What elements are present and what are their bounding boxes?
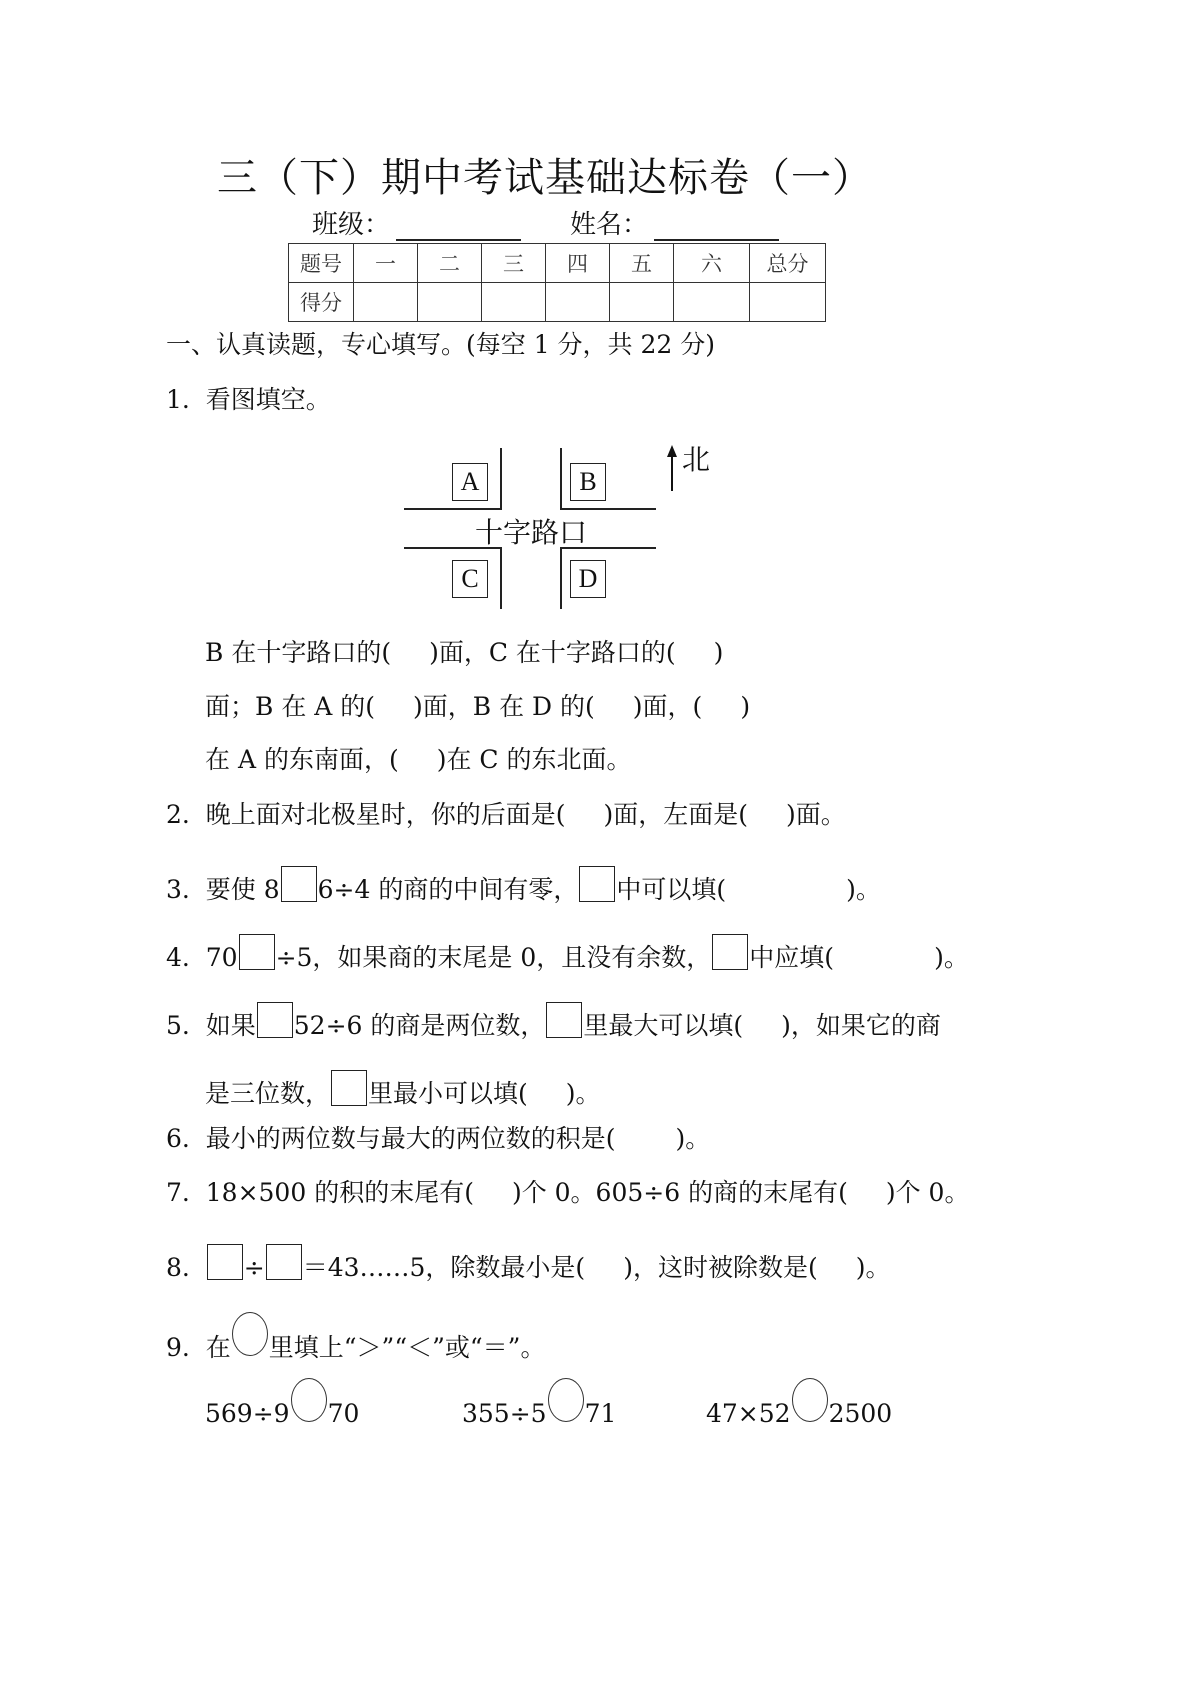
divisor-box[interactable] (266, 1244, 302, 1280)
road-edge (560, 547, 562, 609)
column-header: 六 (674, 244, 750, 283)
question-number: 4. (166, 943, 190, 972)
score-cell[interactable] (610, 283, 674, 322)
road-edge (500, 448, 502, 510)
road-edge (404, 508, 502, 510)
text: 18×500 的积的末尾有( (205, 1178, 474, 1207)
name-field (570, 204, 779, 241)
text: )面，左面是( (603, 800, 749, 829)
digit-box[interactable] (239, 934, 275, 970)
digit-box-icon (579, 866, 615, 902)
text: 中应填( (749, 943, 835, 972)
class-field (312, 204, 521, 241)
class-label: 班级： (312, 210, 391, 240)
text: )面，( (632, 692, 703, 721)
question-number: 9. (166, 1333, 190, 1362)
text: 中可以填( (616, 875, 727, 904)
question-9 (166, 1312, 545, 1363)
expression-right: 70 (327, 1399, 360, 1428)
text: )。 (855, 1253, 891, 1282)
question-number: 2. (166, 800, 190, 829)
digit-box[interactable] (281, 866, 317, 902)
expression-right: 2500 (828, 1399, 893, 1428)
compare-circle[interactable] (291, 1378, 327, 1422)
name-label: 姓名： (570, 210, 649, 240)
compare-item-1 (205, 1378, 359, 1429)
lot-d: D (570, 560, 606, 598)
score-cell[interactable] (750, 283, 826, 322)
question-text: 看图填空。 (205, 385, 331, 414)
text: 里最小可以填( (368, 1079, 528, 1108)
lot-b: B (570, 463, 606, 501)
text: )面。 (786, 800, 846, 829)
question-number: 5. (166, 1011, 190, 1040)
score-table (288, 243, 826, 322)
question-6 (166, 1124, 710, 1154)
lot-a: A (452, 463, 488, 501)
question-1-line-1 (205, 638, 723, 668)
question-number: 6. (166, 1124, 190, 1153)
text: 晚上面对北极星时，你的后面是( (205, 800, 566, 829)
dividend-box[interactable] (207, 1244, 243, 1280)
text: 要使 8 (205, 875, 280, 904)
digit-box-icon (331, 1070, 367, 1106)
road-edge (560, 508, 656, 510)
text: 里最大可以填( (583, 1011, 744, 1040)
text: 是三位数， (205, 1079, 331, 1108)
text: B 在十字路口的( (205, 638, 392, 667)
compare-item-2 (462, 1378, 616, 1429)
text: 里填上“＞”“＜”或“＝”。 (268, 1333, 546, 1362)
expression-left: 569÷9 (205, 1399, 290, 1428)
class-blank[interactable] (396, 213, 521, 241)
text: )。 (675, 1124, 711, 1153)
text: )。 (934, 943, 969, 972)
text: 面；B 在 A 的( (205, 692, 376, 721)
column-header: 一 (354, 244, 418, 283)
question-3 (166, 866, 881, 905)
question-2 (166, 800, 846, 830)
question-1-line-2 (205, 692, 750, 722)
section-heading: 一、认真读题，专心填写。(每空 1 分，共 22 分) (166, 330, 716, 359)
road-edge (560, 448, 562, 510)
score-cell[interactable] (674, 283, 750, 322)
score-cell[interactable] (354, 283, 418, 322)
text: ) (740, 692, 751, 721)
lot-c: C (452, 560, 488, 598)
question-7 (166, 1178, 969, 1208)
text: 70 (205, 943, 238, 972)
text: 在 (205, 1333, 231, 1362)
score-table-header-row (289, 244, 826, 283)
question-number: 3. (166, 875, 190, 904)
row-header: 题号 (289, 244, 354, 283)
question-number: 1. (166, 385, 190, 414)
page-title: 三（下）期中考试基础达标卷（一） (217, 155, 873, 201)
compass-north-label: 北 (682, 443, 711, 476)
expression-left: 355÷5 (462, 1399, 547, 1428)
text: )面，C 在十字路口的( (429, 638, 676, 667)
score-cell[interactable] (546, 283, 610, 322)
text: )。 (565, 1079, 601, 1108)
text: ＝43……5，除数最小是( (302, 1253, 586, 1282)
text: 在 A 的东南面，( (205, 745, 399, 774)
text: )在 C 的东北面。 (436, 745, 632, 774)
text: 如果 (205, 1011, 256, 1040)
expression-right: 71 (584, 1399, 617, 1428)
score-table-score-row (289, 283, 826, 322)
question-8 (166, 1244, 890, 1283)
road-edge (500, 547, 502, 609)
crossroad-label: 十字路口 (475, 516, 588, 549)
question-number: 8. (166, 1253, 190, 1282)
question-1-line-3 (205, 745, 631, 775)
score-cell[interactable] (418, 283, 482, 322)
column-header: 五 (610, 244, 674, 283)
question-1 (166, 385, 331, 415)
digit-box-icon (712, 934, 748, 970)
compare-item-3 (706, 1378, 892, 1429)
question-5-line-2 (205, 1070, 601, 1109)
text: )，这时被除数是( (623, 1253, 818, 1282)
text: ÷ (243, 1253, 265, 1282)
column-header: 四 (546, 244, 610, 283)
digit-box-icon (546, 1002, 582, 1038)
compare-circle[interactable] (792, 1378, 828, 1422)
column-header: 二 (418, 244, 482, 283)
text: )。 (846, 875, 881, 904)
question-number: 7. (166, 1178, 190, 1207)
text: 52÷6 的商是两位数， (293, 1011, 546, 1040)
column-header: 总分 (750, 244, 826, 283)
expression-left: 47×52 (706, 1399, 791, 1428)
name-blank[interactable] (654, 213, 779, 241)
text: 6÷4 的商的中间有零， (317, 875, 579, 904)
text: )个 0。 (885, 1178, 970, 1207)
score-cell[interactable] (482, 283, 546, 322)
row-header: 得分 (289, 283, 354, 322)
text: )面，B 在 D 的( (413, 692, 595, 721)
compare-circle[interactable] (548, 1378, 584, 1422)
column-header: 三 (482, 244, 546, 283)
north-arrow-icon (664, 445, 680, 493)
text: 最小的两位数与最大的两位数的积是( (205, 1124, 616, 1153)
digit-box[interactable] (257, 1002, 293, 1038)
question-4 (166, 934, 969, 973)
text: )，如果它的商 (781, 1011, 941, 1040)
text: )个 0。605÷6 的商的末尾有( (511, 1178, 848, 1207)
text: ÷5，如果商的末尾是 0，且没有余数， (275, 943, 712, 972)
circle-icon (232, 1312, 268, 1356)
question-5 (166, 1002, 941, 1041)
text: ) (713, 638, 724, 667)
